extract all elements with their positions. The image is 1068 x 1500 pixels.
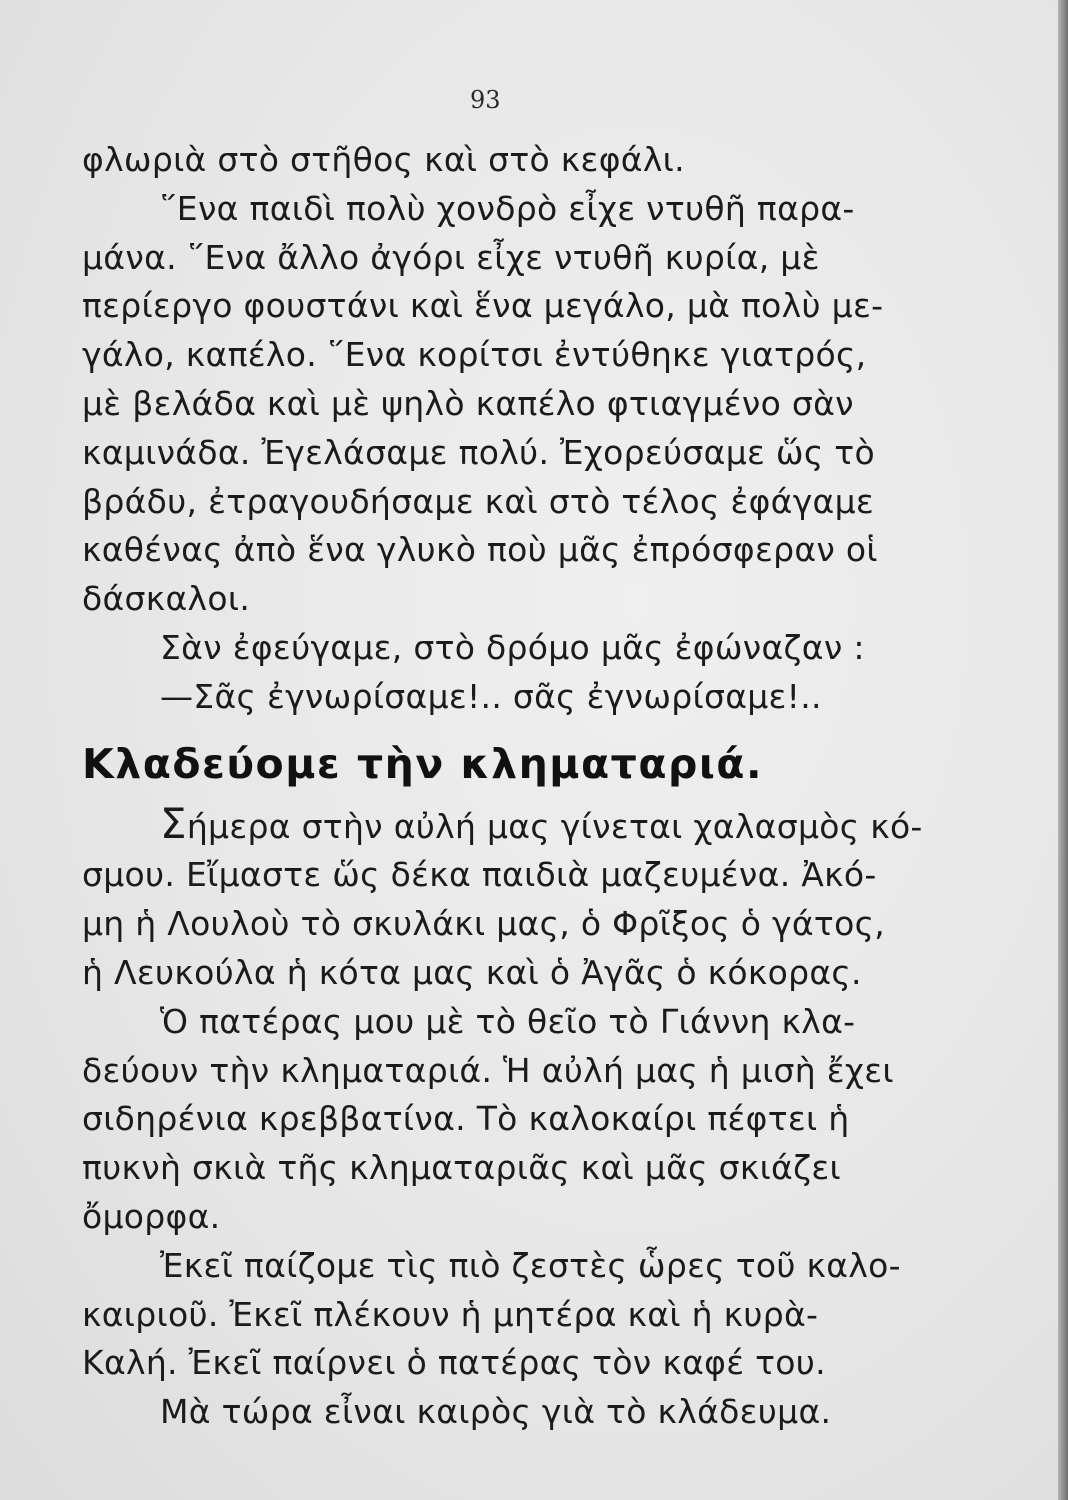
drop-cap: Σ <box>160 798 187 848</box>
section-heading: Κλαδεύομε τὴν κληματαριά. <box>82 739 764 788</box>
text-line: ῞Ενα παιδὶ πολὺ χονδρὸ εἶχε ντυθῆ παρα- <box>160 188 855 228</box>
text-line: ὄμορφα. <box>82 1196 221 1236</box>
text-line: Σὰν ἐφεύγαμε, στὸ δρόμο μᾶς ἐφώναζαν : <box>160 627 865 667</box>
text-line: πυκνὴ σκιὰ τῆς κληματαριᾶς καὶ μᾶς σκιάζει <box>82 1148 841 1188</box>
text-line: βράδυ, ἐτραγουδήσαμε καὶ στὸ τέλος ἐφάγαμε <box>82 481 875 521</box>
page-body <box>82 136 923 1437</box>
text-line: Μὰ τώρα εἶναι καιρὸς γιὰ τὸ κλάδευμα. <box>160 1392 832 1432</box>
text-line: καμινάδα. Ἐγελάσαμε πολύ. Ἐχορεύσαμε ὥς τὸ <box>82 432 875 472</box>
text-line: μη ἡ Λουλοὺ τὸ σκυλάκι μας, ὁ Φρῖξος ὁ γάτος, <box>82 904 886 944</box>
text-line: γάλο, καπέλο. ῞Ενα κορίτσι ἐντύθηκε γιατρός, <box>82 335 867 375</box>
text-line: περίεργο φουστάνι καὶ ἕνα μεγάλο, μὰ πολὺ με- <box>82 286 884 326</box>
text-line: σιδηρένια κρεββατίνα. Τὸ καλοκαίρι πέφτει ἡ <box>82 1099 850 1139</box>
text-line: ἡ Λευκούλα ἡ κότα μας καὶ ὁ Ἀγᾶς ὁ κόκορας. <box>82 952 862 992</box>
text-line: μάνα. ῞Ενα ἄλλο ἀγόρι εἶχε ντυθῆ κυρία, μὲ <box>82 237 820 277</box>
text-line: καθένας ἀπὸ ἕνα γλυκὸ ποὺ μᾶς ἐπρόσφεραν οἱ <box>82 530 878 570</box>
text-line: καιριοῦ. Ἐκεῖ πλέκουν ἡ μητέρα καὶ ἡ κυρὰ- <box>82 1294 819 1334</box>
text-line: μὲ βελάδα καὶ μὲ ψηλὸ καπέλο φτιαγμένο σὰν <box>82 383 854 423</box>
dialogue-line: —Σᾶς ἐγνωρίσαμε!.. σᾶς ἐγνωρίσαμε!.. <box>160 676 822 716</box>
text-line: δεύουν τὴν κληματαριά. Ἡ αὐλή μας ἡ μισὴ ἔχει <box>82 1050 894 1090</box>
text-line-rest: ήμερα στὴν αὐλή μας γίνεται χαλασμὸς κό- <box>186 806 923 846</box>
page-edge <box>1058 0 1068 1500</box>
text-line: σμου. Εἴμαστε ὥς δέκα παιδιὰ μαζευμένα. Ἀκό- <box>82 855 877 895</box>
text-line: Ὁ πατέρας μου μὲ τὸ θεῖο τὸ Γιάννη κλα- <box>160 1001 856 1041</box>
text-line: δάσκαλοι. <box>82 579 251 619</box>
text-line: φλωριὰ στὸ στῆθος καὶ στὸ κεφάλι. <box>82 140 685 179</box>
text-line: Ἐκεῖ παίζομε τὶς πιὸ ζεστὲς ὧρες τοῦ καλο- <box>160 1245 901 1285</box>
page-number: 93 <box>470 86 501 114</box>
text-line: Καλή. Ἐκεῖ παίρνει ὁ πατέρας τὸν καφέ του. <box>82 1343 826 1383</box>
text-line <box>82 798 923 852</box>
